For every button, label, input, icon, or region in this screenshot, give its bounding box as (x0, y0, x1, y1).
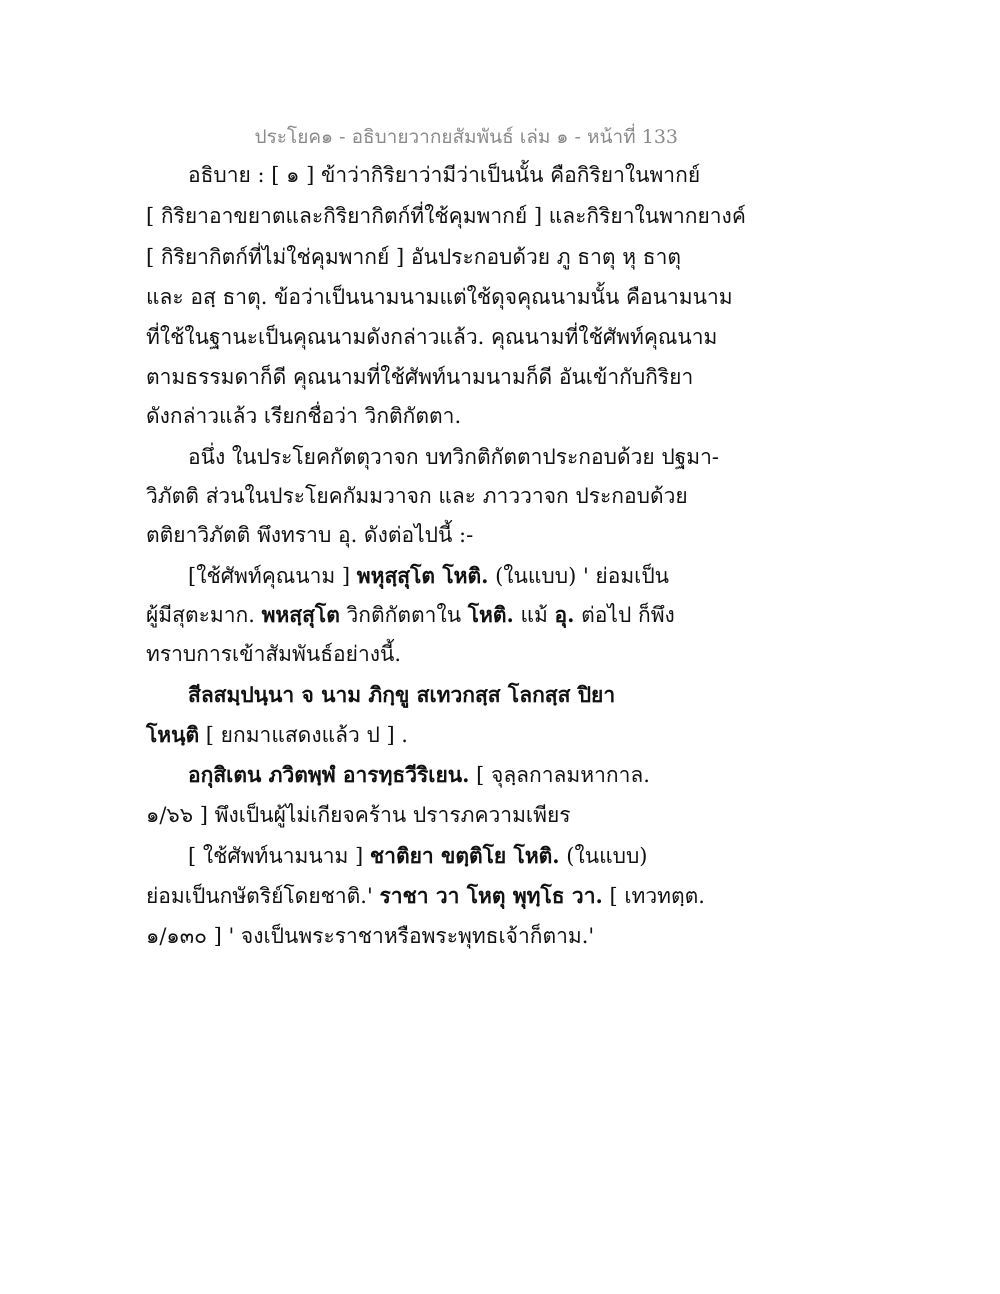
text-run: ต่อไป ก็พึง (574, 603, 675, 627)
pali-term: โหติ. (467, 602, 514, 627)
text-run: แม้ (513, 603, 555, 627)
pali-term: ราชา วา โหตุ พุทฺโธ วา. (379, 883, 603, 908)
text-line: ๑/๖๖ ] พึงเป็นผู้ไม่เกียจคร้าน ปรารภความเพียร (146, 803, 571, 827)
text-line (188, 841, 688, 871)
pali-example-line (188, 760, 688, 790)
text-run: [ จุลฺลกาลมหากาล. (469, 763, 650, 787)
pali-term: สีลสมฺปนฺนา จ นาม ภิกฺขู สเทวกสฺส โลกสฺส ปิยา (188, 682, 616, 707)
text-run: [ใช้ศัพท์คุณนาม ] (188, 564, 357, 588)
text-run: ย่อมเป็นกษัตริย์โดยชาติ.' (146, 884, 380, 908)
text-line: ๑/๑๓๐ ] ' จงเป็นพระราชาหรือพระพุทธเจ้าก็ตาม.' (146, 924, 595, 948)
text-line: ตามธรรมดาก็ดี คุณนามที่ใช้ศัพท์นามนามก็ดี อันเข้ากับกิริยา (146, 365, 694, 389)
pali-term: โหนฺติ (146, 722, 200, 747)
text-line: ที่ใช้ในฐานะเป็นคุณนามดังกล่าวแล้ว. คุณนามที่ใช้ศัพท์คุณนาม (146, 325, 718, 349)
text-line: วิภัตติ ส่วนในประโยคกัมมวาจก และ ภาววาจก ประกอบด้วย (146, 484, 688, 508)
text-run: (ในแบบ) ' ย่อมเป็น (488, 564, 670, 588)
pali-example-line (188, 680, 688, 710)
text-run: วิกติกัตตาใน (339, 603, 468, 627)
text-line: อนึ่ง ในประโยคกัตตุวาจก บทวิกติกัตตาประกอบด้วย ปฐมา- (188, 445, 719, 469)
pali-term: อกุสิเตน ภวิตพฺพํ อารทฺธวีริเยน. (188, 762, 470, 787)
pali-term: พหุสฺสุโต โหติ. (356, 563, 489, 588)
running-header: ประโยค๑ - อธิบายวากยสัมพันธ์ เล่ม ๑ - หน้าที่ 133 (254, 126, 678, 148)
text-line: [ กิริยากิตก์ที่ไม่ใช่คุมพากย์ ] อันประกอบด้วย ภู ธาตุ หุ ธาตุ (146, 245, 681, 269)
text-line (188, 561, 688, 591)
text-line: อธิบาย : [ ๑ ] ข้าว่ากิริยาว่ามีว่าเป็นนั้น คือกิริยาในพากย์ (188, 163, 701, 187)
text-line: ทราบการเข้าสัมพันธ์อย่างนี้. (146, 642, 402, 666)
text-run: [ เทวทตฺต. (602, 884, 705, 908)
pali-term: ชาติยา ขตฺติโย โหติ. (369, 843, 560, 868)
text-line: และ อสฺ ธาตุ. ข้อว่าเป็นนามนามแต่ใช้ดุจคุณนามนั้น คือนามนาม (146, 285, 733, 309)
text-run: [ ใช้ศัพท์นามนาม ] (188, 844, 370, 868)
text-run: [ ยกมาแสดงแล้ว ป ] . (199, 723, 408, 747)
text-line: ตติยาวิภัตติ พึงทราบ อุ. ดังต่อไปนี้ :- (146, 523, 474, 547)
text-run: (ในแบบ) (559, 844, 648, 868)
pali-term: พหสฺสุโต (261, 602, 340, 627)
text-line: [ กิริยาอาขยาตและกิริยากิตก์ที่ใช้คุมพากย์ ] และกิริยาในพากยางค์ (146, 204, 746, 228)
text-line: ดังกล่าวแล้ว เรียกชื่อว่า วิกติกัตตา. (146, 404, 462, 428)
pali-term: อุ. (554, 602, 575, 627)
text-line (146, 600, 686, 630)
text-line (146, 881, 705, 911)
text-run: ผู้มีสุตะมาก. (146, 603, 262, 627)
text-line (146, 720, 686, 750)
